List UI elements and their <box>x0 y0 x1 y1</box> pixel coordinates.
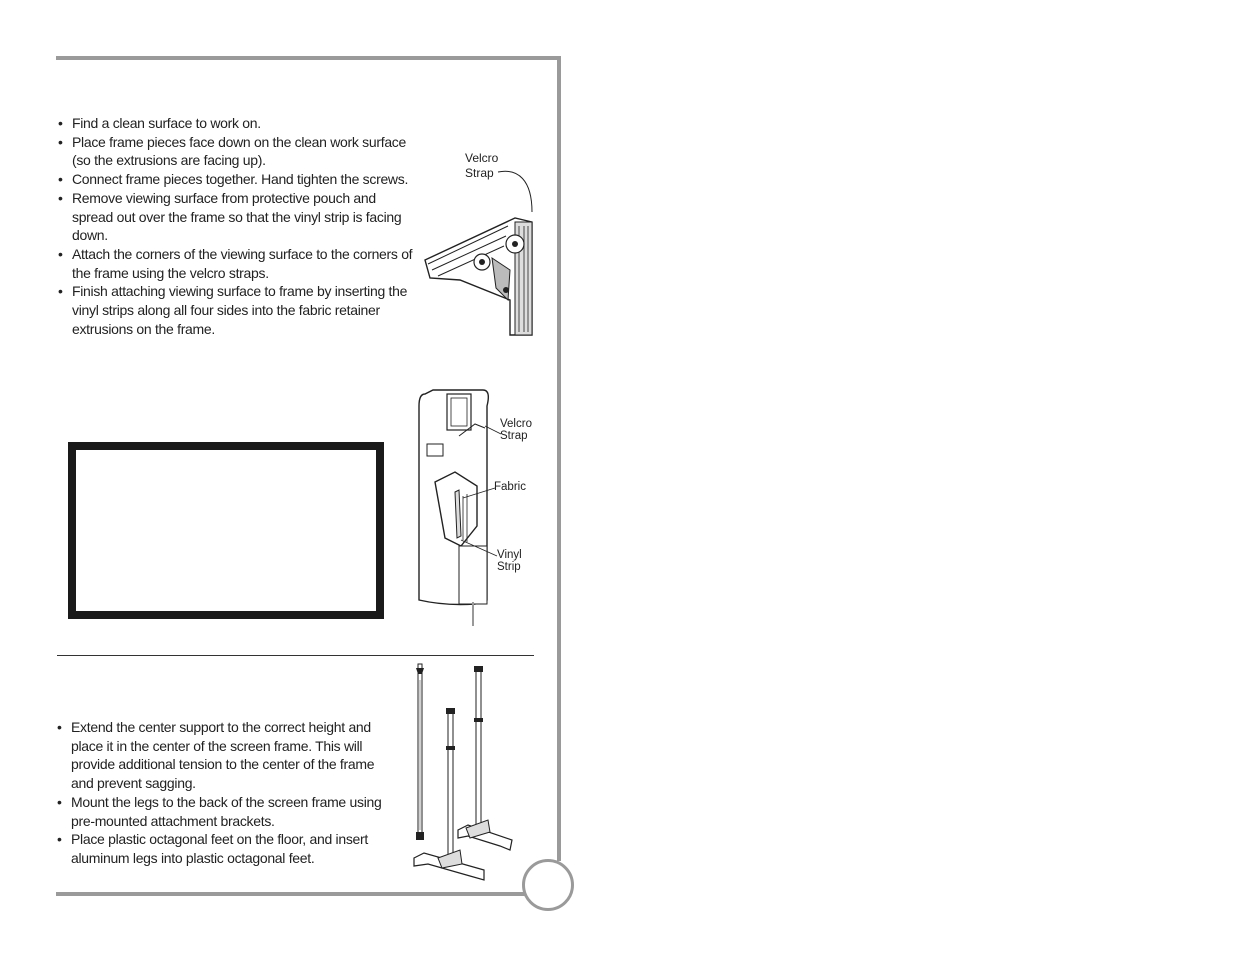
section-velcro-label: Velcro Strap <box>500 418 532 442</box>
step-item: • Place plastic octagonal feet on the floor, and insert aluminum legs into plastic octagonal feet. <box>57 830 392 867</box>
frame-right-border <box>557 56 561 861</box>
page-number-circle <box>522 859 574 911</box>
step-item: • Connect frame pieces together. Hand tighten the screws. <box>58 170 418 189</box>
step-item: • Mount the legs to the back of the screen frame using pre-mounted attachment brackets. <box>57 793 392 830</box>
support-steps-list <box>57 718 392 868</box>
step-item: • Find a clean surface to work on. <box>58 114 418 133</box>
section-fabric-label: Fabric <box>494 481 526 493</box>
frame-top-border <box>56 56 561 60</box>
screen-diagram <box>68 442 384 619</box>
section-divider <box>57 655 534 656</box>
corner-velcro-label: Velcro Strap <box>465 151 499 180</box>
step-item: • Extend the center support to the correct height and place it in the center of the screen frame. This will provide additional tension to the center of the frame and prevent sagging. <box>57 718 392 793</box>
step-item: • Remove viewing surface from protective pouch and spread out over the frame so that the vinyl strip is facing down. <box>58 189 418 245</box>
frame-corner-illustration <box>420 160 540 340</box>
step-item: • Finish attaching viewing surface to frame by inserting the vinyl strips along all four sides into the fabric retainer extrusions on the frame. <box>58 282 418 338</box>
assembly-steps-list <box>58 114 418 338</box>
step-item: • Attach the corners of the viewing surface to the corners of the frame using the velcro straps. <box>58 245 418 282</box>
step-item: • Place frame pieces face down on the clean work surface (so the extrusions are facing up). <box>58 133 418 170</box>
legs-support-illustration <box>408 660 518 885</box>
frame-bottom-border <box>56 892 526 896</box>
section-vinyl-label: Vinyl Strip <box>497 549 522 573</box>
